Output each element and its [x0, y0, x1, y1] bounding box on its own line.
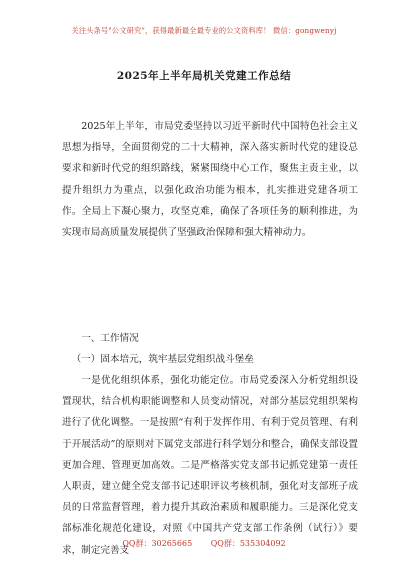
header-promo-note: 关注头条号"公文研究"，获得最新最全最专业的公文资料库！ 微信：gongwenyj — [71, 26, 337, 35]
document-title: 2025年上半年局机关党建工作总结 — [116, 70, 292, 82]
subsection-heading-grassroots: （一）固本培元，筑牢基层党组织战斗堡垒 — [71, 354, 254, 365]
footer-qq-group-1: QQ群：30265665 — [122, 539, 193, 548]
footer-contacts — [0, 538, 408, 549]
footer-qq-group-2: QQ群：535304092 — [210, 539, 286, 548]
body-paragraph-organization: 一是优化组织体系，强化功能定位。市局党委深入分析党组织设置现状，结合机构职能调整和人员变动情况，对部分基层党组织架构进行了优化调整。一是按照“有利于发挥作用、有利于党员管理、有利于开展活动”的原则对下属党支部进行科学划分和整合，确保支部设置更加合理、管理更加高效。二是严格落实党支部书记抓党建第一责任人职责，建立健全党支部书记述职评议考核机制，强化对支部班子成员的日常监督管理，着力提升其政治素质和履职能力。三是深化党支部标准化规范化建设，对照《中国共产党支部工作条例（试行）》要求，制定完善支 — [62, 375, 358, 556]
section-heading-work-status: 一、工作情况 — [81, 333, 139, 344]
intro-paragraph: 2025年上半年，市局党委坚持以习近平新时代中国特色社会主义思想为指导，全面贯彻党的二十大精神，深入落实新时代党的建设总要求和新时代党的组织路线，紧紧围绕中心工作，聚焦主责主业，以提升组织力为重点，以强化政治功能为根本，扎实推进党建各项工作。全局上下凝心聚力，攻坚克难，确保了各项任务的顺利推进，为实现市局高质量发展提供了坚强政治保障和强大精神动力。 — [62, 121, 358, 239]
